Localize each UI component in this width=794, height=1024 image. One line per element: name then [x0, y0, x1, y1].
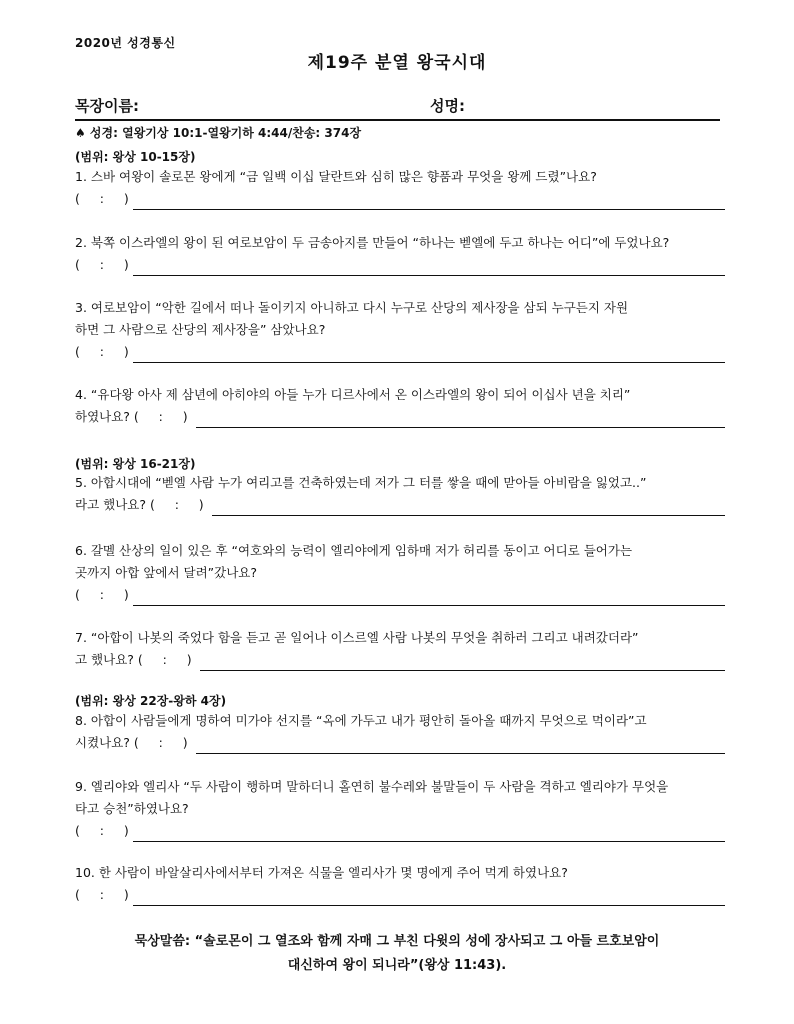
answer-line[interactable]	[200, 655, 725, 671]
question-9	[75, 776, 725, 842]
answer-blank[interactable]: ( : )	[75, 344, 129, 359]
question-text-cont: 라고 했나요? ( : )	[75, 497, 204, 512]
question-text-cont: 곳까지 아합 앞에서 달려”갔나요?	[75, 565, 258, 580]
question-text: 6. 갈멜 산상의 일이 있은 후 “여호와의 능력이 엘리야에게 임하매 저가 허리를 동이고 어디로 들어가는	[75, 543, 633, 558]
answer-row	[75, 884, 725, 906]
answer-line[interactable]	[133, 890, 725, 906]
question-text: 2. 북쪽 이스라엘의 왕이 된 여로보암이 두 금송아지를 만들어 “하나는 벧엘에 두고 하나는 어디”에 두었나요?	[75, 235, 670, 250]
answer-row	[75, 732, 725, 754]
question-text-cont: 하였나요? ( : )	[75, 409, 188, 424]
answer-blank[interactable]: ( : )	[75, 587, 129, 602]
page-title: 제19주 분열 왕국시대	[307, 53, 487, 73]
question-text: 9. 엘리야와 엘리사 “두 사람이 행하며 말하더니 홀연히 불수레와 불말들이 두 사람을 격하고 엘리야가 무엇을	[75, 779, 669, 794]
question-text: 10. 한 사람이 바알살리사에서부터 가져온 식물을 엘리사가 몇 명에게 주어 먹게 하였나요?	[75, 865, 568, 880]
meditation-verse	[0, 930, 794, 978]
question-text: 7. “아합이 나봇의 죽었다 함을 듣고 곧 일어나 이스르엘 사람 나봇의 무엇을 취하러 그리고 내려갔더라”	[75, 630, 639, 645]
answer-row	[75, 188, 725, 210]
answer-row	[75, 254, 725, 276]
answer-row	[75, 494, 725, 516]
group-name-label: 목장이름:	[75, 97, 139, 115]
answer-row	[75, 820, 725, 842]
question-5	[75, 472, 725, 516]
answer-line[interactable]	[133, 260, 725, 276]
question-1	[75, 166, 725, 210]
question-6	[75, 540, 725, 606]
section-range-1: (범위: 왕상 10-15장)	[75, 150, 196, 164]
meditation-verse-line2: 대신하여 왕이 되니라”(왕상 11:43).	[287, 958, 507, 973]
question-10	[75, 862, 725, 906]
question-text: 8. 아합이 사람들에게 명하여 미가야 선지를 “옥에 가두고 내가 평안히 돌아올 때까지 무엇으로 먹이라”고	[75, 713, 647, 728]
answer-row	[75, 649, 725, 671]
question-text-cont: 고 했나요? ( : )	[75, 652, 192, 667]
question-text: 3. 여로보암이 “악한 길에서 떠나 돌이키지 아니하고 다시 누구로 산당의 제사장을 삼되 누구든지 자원	[75, 300, 629, 315]
person-name-label: 성명:	[430, 97, 465, 115]
answer-blank[interactable]: ( : )	[75, 823, 129, 838]
answer-blank[interactable]: ( : )	[75, 191, 129, 206]
meditation-verse-line1: 묵상말씀: “솔로몬이 그 열조와 함께 자매 그 부친 다윗의 성에 장사되고 그 아들 르호보암이	[134, 934, 660, 949]
question-text: 1. 스바 여왕이 솔로몬 왕에게 “금 일백 이십 달란트와 심히 많은 향품과 무엇을 왕께 드렸”나요?	[75, 169, 597, 184]
answer-line[interactable]	[133, 194, 725, 210]
question-text: 4. “유다왕 아사 제 삼년에 아히야의 아들 누가 디르사에서 온 이스라엘의 왕이 되어 이십사 년을 치리”	[75, 387, 631, 402]
question-8	[75, 710, 725, 754]
answer-row	[75, 341, 725, 363]
section-range-2: (범위: 왕상 16-21장)	[75, 457, 196, 471]
question-4	[75, 384, 725, 428]
answer-blank[interactable]: ( : )	[75, 887, 129, 902]
answer-blank[interactable]: ( : )	[75, 257, 129, 272]
question-text: 5. 아합시대에 “벧엘 사람 누가 여리고를 건축하였는데 저가 그 터를 쌓을 때에 맏아들 아비람을 잃었고..”	[75, 475, 647, 490]
answer-line[interactable]	[212, 500, 725, 516]
answer-line[interactable]	[133, 347, 725, 363]
answer-line[interactable]	[133, 826, 725, 842]
answer-line[interactable]	[133, 590, 725, 606]
newsletter-label: 2020년 성경통신	[75, 36, 176, 50]
question-text-cont: 시켰나요? ( : )	[75, 735, 188, 750]
question-3	[75, 297, 725, 363]
question-2	[75, 232, 725, 276]
answer-line[interactable]	[196, 738, 725, 754]
name-bar	[75, 95, 720, 121]
scripture-line: ♠ 성경: 열왕기상 10:1-열왕기하 4:44/찬송: 374장	[75, 126, 362, 140]
answer-row	[75, 584, 725, 606]
question-text-cont: 타고 승천”하였나요?	[75, 801, 189, 816]
answer-row	[75, 406, 725, 428]
answer-line[interactable]	[196, 412, 725, 428]
question-7	[75, 627, 725, 671]
section-range-3: (범위: 왕상 22장-왕하 4장)	[75, 694, 227, 708]
question-text-cont: 하면 그 사람으로 산당의 제사장을” 삼았나요?	[75, 322, 326, 337]
